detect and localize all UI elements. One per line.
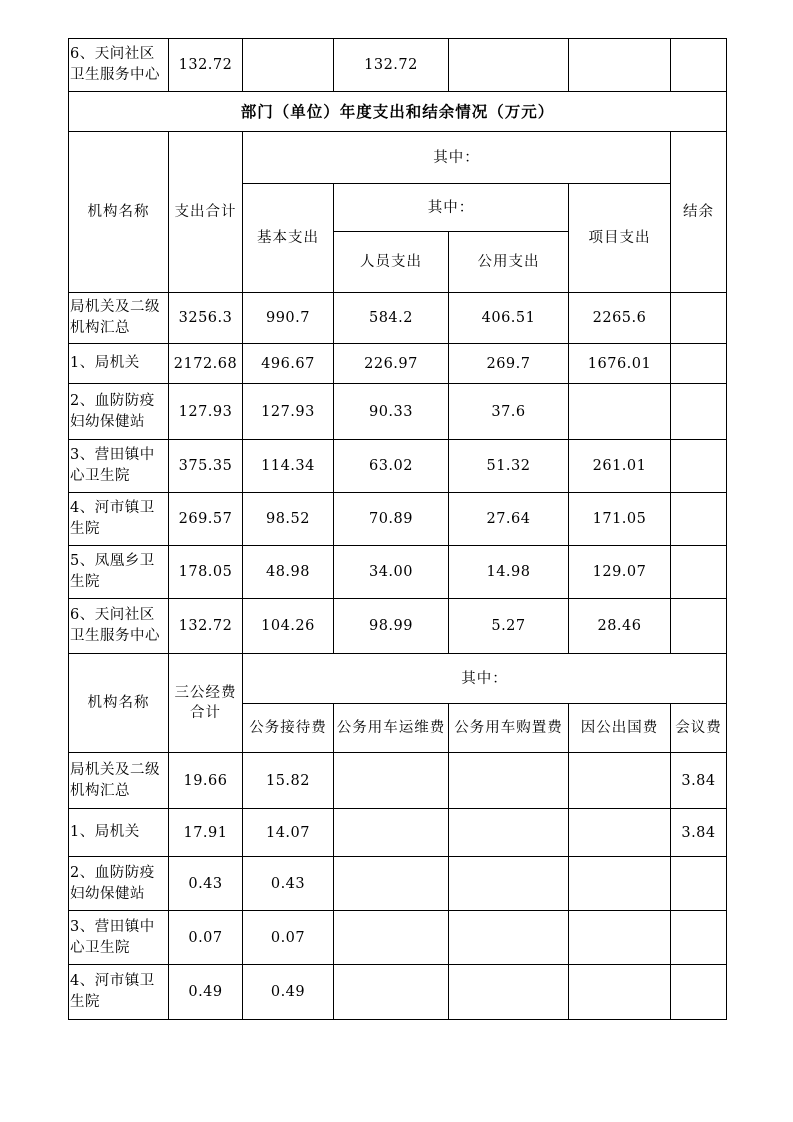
header-sangong-total: 三公经费合计 [169,654,243,753]
project-cell: 1676.01 [569,344,671,384]
personnel-cell: 90.33 [334,384,449,440]
table-row [69,384,727,440]
public-cell: 27.64 [449,493,569,546]
balance-cell [671,293,727,344]
abroad-cell [569,965,671,1020]
public-cell: 14.98 [449,546,569,599]
public-cell: 51.32 [449,440,569,493]
car-purchase-cell [449,857,569,911]
total-cell: 17.91 [169,809,243,857]
total-cell: 132.72 [169,39,243,92]
basic-cell: 496.67 [243,344,334,384]
header-balance: 结余 [671,132,727,293]
org-name-cell: 1、局机关 [69,344,169,384]
total-cell: 269.57 [169,493,243,546]
table-row [69,293,727,344]
reception-cell: 14.07 [243,809,334,857]
header-basic: 基本支出 [243,184,334,293]
car-purchase-cell [449,911,569,965]
total-cell: 178.05 [169,546,243,599]
org-name-cell: 2、血防防疫妇幼保健站 [69,384,169,440]
reception-cell: 0.43 [243,857,334,911]
project-cell: 2265.6 [569,293,671,344]
balance-cell [671,493,727,546]
header-of-which: 其中： [243,654,727,704]
public-cell: 37.6 [449,384,569,440]
header-public: 公用支出 [449,232,569,293]
meeting-cell: 3.84 [671,809,727,857]
basic-cell: 127.93 [243,384,334,440]
car-maintenance-cell [334,809,449,857]
section-title: 部门（单位）年度支出和结余情况（万元） [69,92,727,132]
total-cell: 2172.68 [169,344,243,384]
project-cell: 129.07 [569,546,671,599]
balance-cell [671,440,727,493]
table-row [69,965,727,1020]
header-meeting: 会议费 [671,704,727,753]
car-maintenance-cell [334,965,449,1020]
personnel-cell: 70.89 [334,493,449,546]
table-row [69,857,727,911]
total-cell: 0.43 [169,857,243,911]
reception-cell: 0.07 [243,911,334,965]
header-reception: 公务接待费 [243,704,334,753]
balance-cell [671,546,727,599]
personnel-cell: 584.2 [334,293,449,344]
org-name-cell: 3、营田镇中心卫生院 [69,911,169,965]
org-name-cell: 2、血防防疫妇幼保健站 [69,857,169,911]
finance-table [68,38,727,1020]
header-car-purchase: 公务用车购置费 [449,704,569,753]
reception-cell: 15.82 [243,753,334,809]
total-cell: 0.07 [169,911,243,965]
org-name-cell: 4、河市镇卫生院 [69,965,169,1020]
org-name-cell: 3、营田镇中心卫生院 [69,440,169,493]
table-row [69,753,727,809]
value-cell [569,39,671,92]
table-row [69,344,727,384]
project-cell: 28.46 [569,599,671,654]
meeting-cell [671,911,727,965]
project-cell [569,384,671,440]
total-cell: 0.49 [169,965,243,1020]
car-purchase-cell [449,965,569,1020]
public-cell: 5.27 [449,599,569,654]
total-cell: 127.93 [169,384,243,440]
reception-cell: 0.49 [243,965,334,1020]
table-row [69,440,727,493]
meeting-cell [671,857,727,911]
meeting-cell [671,965,727,1020]
org-name-cell: 6、天问社区卫生服务中心 [69,39,169,92]
car-maintenance-cell [334,753,449,809]
total-cell: 375.35 [169,440,243,493]
table-row [69,546,727,599]
car-maintenance-cell [334,911,449,965]
balance-cell [671,344,727,384]
car-purchase-cell [449,809,569,857]
meeting-cell: 3.84 [671,753,727,809]
value-cell [671,39,727,92]
basic-cell: 990.7 [243,293,334,344]
abroad-cell [569,753,671,809]
project-cell: 171.05 [569,493,671,546]
personnel-cell: 34.00 [334,546,449,599]
table-row [69,599,727,654]
total-cell: 132.72 [169,599,243,654]
basic-cell: 98.52 [243,493,334,546]
public-cell: 406.51 [449,293,569,344]
total-cell: 3256.3 [169,293,243,344]
balance-cell [671,384,727,440]
org-name-cell: 6、天问社区卫生服务中心 [69,599,169,654]
project-cell: 261.01 [569,440,671,493]
header-org-name: 机构名称 [69,132,169,293]
total-cell: 19.66 [169,753,243,809]
header-total: 支出合计 [169,132,243,293]
value-cell: 132.72 [334,39,449,92]
table-row [69,39,727,92]
car-maintenance-cell [334,857,449,911]
org-name-cell: 5、凤凰乡卫生院 [69,546,169,599]
org-name-cell: 4、河市镇卫生院 [69,493,169,546]
personnel-cell: 98.99 [334,599,449,654]
personnel-cell: 63.02 [334,440,449,493]
basic-cell: 114.34 [243,440,334,493]
value-cell [449,39,569,92]
car-purchase-cell [449,753,569,809]
table-row [69,911,727,965]
header-project: 项目支出 [569,184,671,293]
basic-cell: 104.26 [243,599,334,654]
header-car-maintenance: 公务用车运维费 [334,704,449,753]
org-name-cell: 局机关及二级机构汇总 [69,293,169,344]
table-row [69,493,727,546]
header-of-which: 其中： [243,132,671,184]
abroad-cell [569,857,671,911]
balance-cell [671,599,727,654]
table-row [69,809,727,857]
org-name-cell: 局机关及二级机构汇总 [69,753,169,809]
value-cell [243,39,334,92]
org-name-cell: 1、局机关 [69,809,169,857]
header-abroad: 因公出国费 [569,704,671,753]
basic-cell: 48.98 [243,546,334,599]
abroad-cell [569,911,671,965]
header-personnel: 人员支出 [334,232,449,293]
header-org-name: 机构名称 [69,654,169,753]
personnel-cell: 226.97 [334,344,449,384]
abroad-cell [569,809,671,857]
public-cell: 269.7 [449,344,569,384]
header-of-which-inner: 其中： [334,184,569,232]
